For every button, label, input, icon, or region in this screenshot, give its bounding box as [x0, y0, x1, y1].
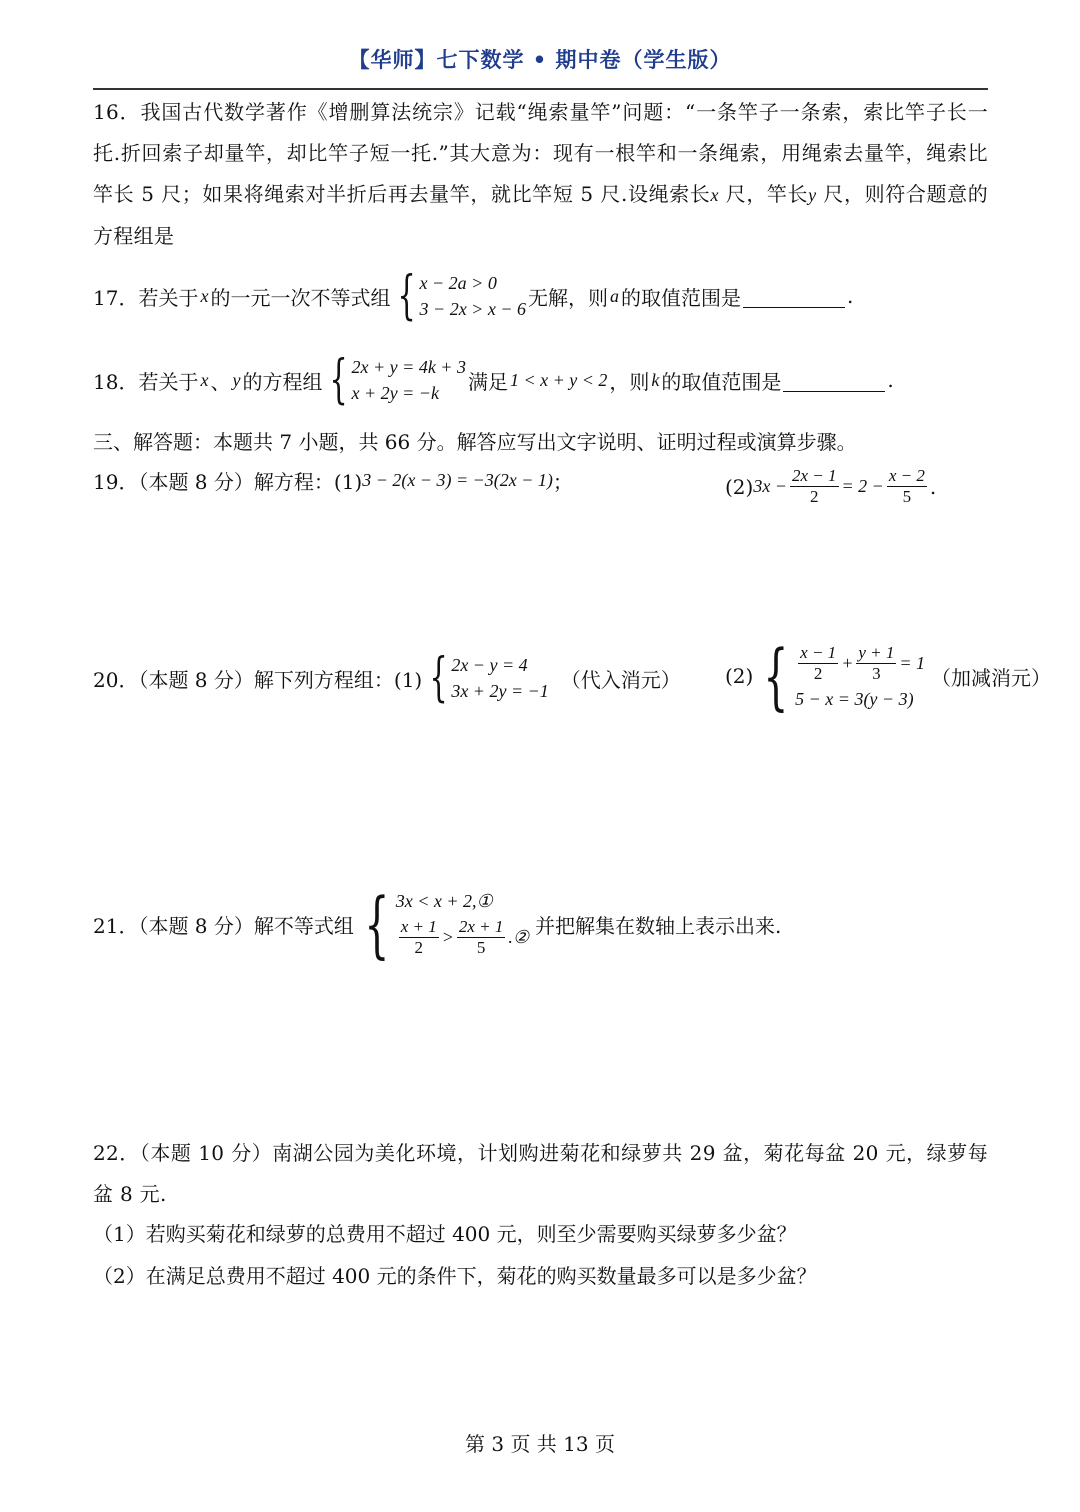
q19-fraction-2 — [887, 466, 927, 507]
q20-fraction-2 — [856, 643, 896, 684]
q17-suffix: 的取值范围是 — [620, 285, 741, 310]
q20-fraction-1 — [798, 643, 838, 684]
q19-semicolon: ； — [552, 470, 573, 494]
q21-fraction-1 — [399, 917, 439, 958]
q19-equation-1: 3 − 2(x − 3) = −3(2x − 1) — [362, 470, 553, 490]
q19-fraction-2-numerator: x − 2 — [888, 466, 925, 485]
q19-term-b: = 2 − — [841, 476, 884, 496]
q21-greater-than: > — [441, 927, 454, 947]
q19-fraction-1 — [790, 466, 839, 507]
q18-line-1: 2x + y = 4k + 3 — [351, 357, 466, 377]
question-21 — [93, 882, 782, 966]
q21-fraction-1-denominator: 2 — [414, 937, 423, 957]
q18-sep: 、 — [210, 369, 231, 394]
question-20-part-1 — [93, 648, 681, 708]
question-19-part-1 — [93, 466, 573, 495]
q16-text: 16．我国古代数学著作《增删算法统宗》记载“绳索量竿”问题：“一条竿子一条索，索比竿子长一托.折回索子却量竿，却比竿子短一托.”其大意为：现有一根竿和一条绳索，用绳索去量竿，绳索比竿长 5 尺；如果将绳索对半折后再去量竿，就比竿短 5 尺.设绳索长 — [93, 100, 988, 206]
q19-term-a: 3x − — [753, 476, 787, 496]
q20-system-1-line-1: 2x − y = 4 — [451, 655, 528, 675]
q16-var-x: x — [710, 185, 719, 205]
q19-fraction-2-denominator: 5 — [902, 487, 912, 506]
q20-system-2-line-1 — [795, 640, 925, 686]
q18-suffix: 的取值范围是 — [661, 369, 782, 394]
q21-suffix: 并把解集在数轴上表示出来. — [535, 913, 782, 938]
q21-fraction-1-numerator: x + 1 — [400, 916, 437, 936]
q20-note-1: （代入消元） — [560, 667, 681, 692]
q20-plus: + — [841, 653, 854, 673]
question-20-part-2 — [725, 634, 1052, 718]
q21-fraction-2 — [457, 917, 506, 958]
page-header-title: 【华师】七下数学 • 期中卷（学生版） — [348, 48, 732, 72]
q18-line-2: x + 2y = −k — [351, 383, 439, 403]
q19-fraction-1-numerator: 2x − 1 — [791, 466, 837, 485]
q16-mid: 尺，竿长 — [718, 182, 809, 206]
q21-mark-2: .② — [508, 927, 530, 947]
q17-prefix: 17．若关于 — [93, 285, 199, 310]
q20-prefix: 20．（本题 8 分）解下列方程组：(1) — [93, 667, 423, 692]
q22-subquestion-2: （2）在满足总费用不超过 400 元的条件下，菊花的购买数量最多可以是多少盆？ — [93, 1264, 817, 1288]
q20-brace-1: { — [429, 648, 448, 708]
q18-then: ，则 — [609, 369, 650, 394]
q17-line-2: 3 − 2x > x − 6 — [419, 299, 526, 319]
q17-after: 无解，则 — [527, 285, 608, 310]
question-16 — [93, 92, 988, 257]
q20-system-2 — [757, 634, 926, 718]
q21-fraction-2-denominator: 5 — [476, 937, 486, 957]
page-number-footer: 第 3 页 共 13 页 — [465, 1432, 615, 1456]
q17-mid: 的一元一次不等式组 — [210, 285, 391, 310]
q17-brace: { — [397, 266, 417, 326]
q20-system-2-line-2: 5 − x = 3(y − 3) — [795, 689, 914, 709]
q20-fraction-2-denominator: 3 — [872, 663, 881, 683]
q17-var-a: a — [609, 285, 619, 306]
q20-note-2: （加减消元） — [931, 665, 1052, 690]
q20-fraction-1-numerator: x − 1 — [800, 642, 837, 662]
q18-end: . — [887, 368, 894, 392]
q18-prefix: 18．若关于 — [93, 369, 199, 394]
q16-end: 尺，则符合题意的方程组是 — [93, 182, 989, 248]
q21-line-1: 3x < x + 2,① — [395, 891, 493, 911]
q21-fraction-2-numerator: 2x + 1 — [458, 916, 504, 936]
q18-answer-blank[interactable] — [783, 369, 885, 392]
q20-fraction-2-numerator: y + 1 — [858, 642, 895, 662]
q18-var-k: k — [651, 369, 660, 390]
q20-equals-one: = 1 — [899, 653, 926, 673]
question-17 — [93, 266, 854, 326]
q18-after: 满足 — [467, 369, 508, 394]
q21-prefix: 21．（本题 8 分）解不等式组 — [93, 913, 354, 938]
q18-mid: 的方程组 — [242, 369, 323, 394]
q18-brace: { — [329, 350, 349, 410]
q17-end: . — [846, 284, 854, 308]
q21-brace: { — [364, 882, 390, 966]
q17-answer-blank[interactable] — [743, 285, 845, 308]
q22-subquestion-1: （1）若购买菊花和绿萝的总费用不超过 400 元，则至少需要购买绿萝多少盆？ — [93, 1222, 797, 1246]
q18-var-x: x — [200, 369, 209, 390]
section-3-heading: 三、解答题：本题共 7 小题，共 66 分。解答应写出文字说明、证明过程或演算步骤。 — [93, 430, 857, 454]
q20-brace-2: { — [763, 634, 789, 718]
header-divider — [93, 88, 988, 90]
q20-part2-label: (2) — [725, 664, 754, 688]
q20-system-1-line-2: 3x + 2y = −1 — [451, 681, 549, 701]
q20-system-1 — [426, 648, 549, 708]
question-22: 22．（本题 10 分）南湖公园为美化环境，计划购进菊花和绿萝共 29 盆，菊花每盆 20 元，绿萝每盆 8 元. — [93, 1141, 988, 1206]
question-19-part-2 — [725, 466, 936, 507]
q21-line-2 — [396, 914, 529, 960]
q19-part2-label: (2) — [725, 474, 754, 499]
question-18 — [93, 350, 894, 410]
q19-end: . — [929, 474, 937, 499]
q17-line-1: x − 2a > 0 — [419, 273, 497, 293]
q17-var-x: x — [200, 285, 209, 306]
q17-inequality-system — [394, 266, 526, 326]
q18-var-y: y — [232, 369, 241, 390]
q19-fraction-1-denominator: 2 — [810, 487, 819, 506]
q18-equation-system — [326, 350, 466, 410]
q18-condition: 1 < x + y < 2 — [509, 369, 608, 390]
q19-prefix: 19．（本题 8 分）解方程：(1) — [93, 470, 363, 494]
q20-fraction-1-denominator: 2 — [813, 663, 823, 683]
q16-var-y: y — [808, 185, 817, 205]
q21-inequality-system — [358, 882, 530, 966]
